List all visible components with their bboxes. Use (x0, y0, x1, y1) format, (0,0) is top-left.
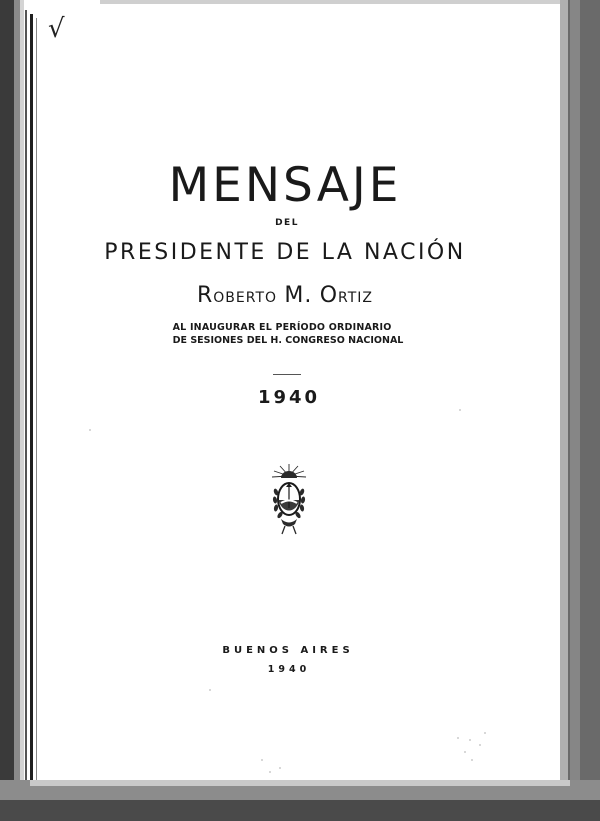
document-year: 1940 (257, 387, 321, 408)
name-initial-last: O (319, 283, 339, 308)
occasion-line-1: AL INAUGURAR EL PERÍODO ORDINARIO (172, 322, 392, 333)
name-initial-first: R (196, 283, 214, 308)
divider-rule (273, 374, 301, 375)
document-title: MENSAJE (168, 158, 402, 213)
imprint-year: 1940 (267, 664, 311, 675)
name-last-rest: rtiz (338, 283, 374, 307)
name-middle-initial: M. (284, 283, 313, 308)
marginal-check-mark: √ (48, 14, 65, 44)
connector-word: DEL (275, 218, 299, 228)
name-first-rest: oberto (213, 283, 278, 307)
argentine-coat-of-arms-icon (269, 462, 309, 540)
office-title: PRESIDENTE DE LA NACIÓN (104, 240, 466, 265)
place-of-publication: BUENOS AIRES (222, 645, 354, 656)
occasion-text (173, 321, 404, 347)
occasion-line-2: DE SESIONES DEL H. CONGRESO NACIONAL (172, 335, 404, 346)
president-name (197, 283, 373, 308)
